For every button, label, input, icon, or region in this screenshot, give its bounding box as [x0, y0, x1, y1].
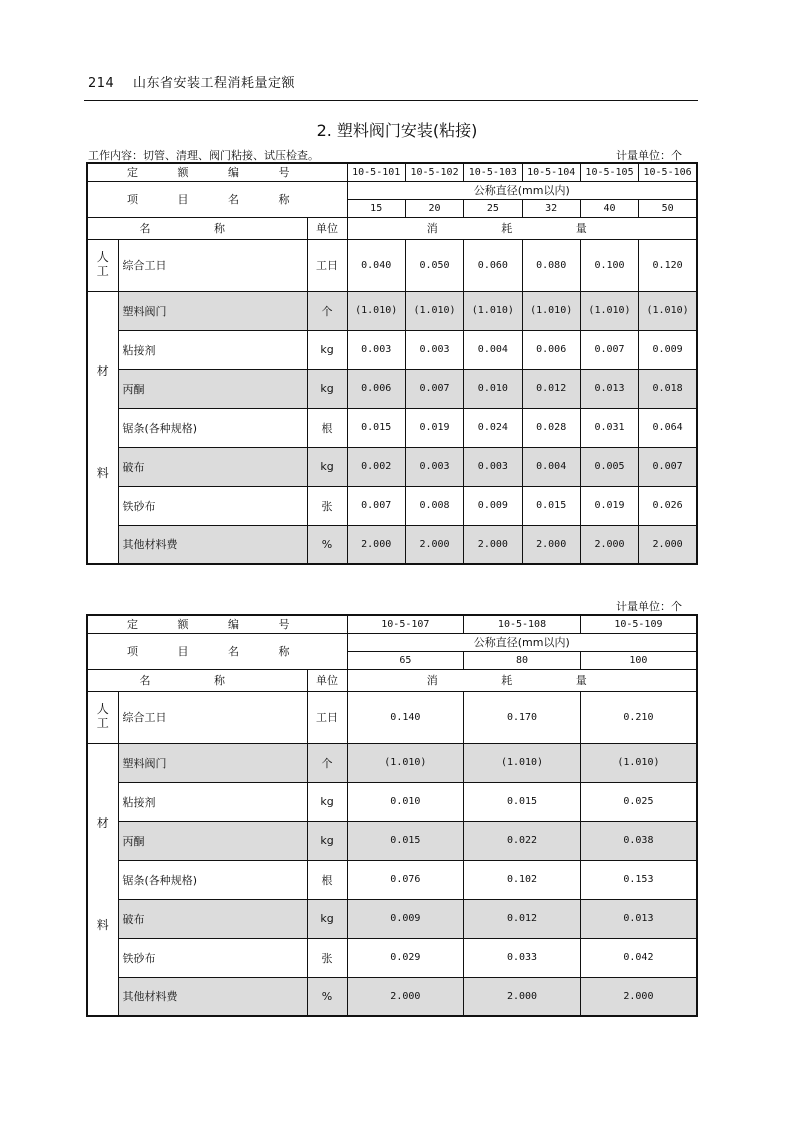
quota-code: 10-5-103	[464, 163, 522, 181]
consumption-value: (1.010)	[405, 291, 463, 330]
category-labor	[87, 691, 118, 743]
resource-name: 粘接剂	[118, 782, 307, 821]
consumption-value: 0.018	[639, 369, 697, 408]
consumption-value: 0.153	[580, 860, 697, 899]
consumption-value: 0.012	[464, 899, 581, 938]
category-labor-char-1: 人	[96, 702, 109, 717]
consumption-value: 0.060	[464, 239, 522, 291]
resource-name: 锯条(各种规格)	[118, 860, 307, 899]
consumption-value: 2.000	[347, 525, 405, 564]
consumption-value: 0.120	[639, 239, 697, 291]
material-row	[87, 486, 697, 525]
category-material	[87, 743, 118, 1016]
resource-unit: kg	[307, 447, 347, 486]
consumption-value: 2.000	[464, 525, 522, 564]
resource-unit: %	[307, 525, 347, 564]
resource-unit: kg	[307, 330, 347, 369]
material-row	[87, 291, 697, 330]
column-header-row	[87, 669, 697, 691]
consumption-value: 0.019	[405, 408, 463, 447]
name-header: 名 称	[87, 669, 307, 691]
consumption-header: 消 耗 量	[347, 669, 697, 691]
nominal-dia-title-row	[87, 181, 697, 199]
nominal-dia-label: 公称直径(mm以内)	[347, 181, 697, 199]
resource-unit: kg	[307, 821, 347, 860]
unit-note-1: 计量单位：个	[616, 149, 682, 162]
resource-unit: 张	[307, 938, 347, 977]
category-material-char-1: 材	[96, 364, 109, 379]
page-header	[88, 72, 295, 91]
consumption-value: 0.015	[522, 486, 580, 525]
category-material-char-1: 材	[96, 816, 109, 831]
consumption-value: 0.170	[464, 691, 581, 743]
category-labor-char-2: 工	[96, 264, 109, 278]
resource-name: 其他材料费	[118, 525, 307, 564]
consumption-value: 0.003	[405, 447, 463, 486]
category-material	[87, 291, 118, 564]
consumption-value: 0.031	[580, 408, 638, 447]
labor-row	[87, 239, 697, 291]
resource-name: 铁砂布	[118, 938, 307, 977]
consumption-value: 0.050	[405, 239, 463, 291]
consumption-value: 0.009	[464, 486, 522, 525]
quota-table-2	[86, 614, 698, 1017]
resource-name: 塑料阀门	[118, 291, 307, 330]
diameter-value: 40	[580, 199, 638, 217]
material-row	[87, 447, 697, 486]
resource-name: 粘接剂	[118, 330, 307, 369]
consumption-value: 0.080	[522, 239, 580, 291]
consumption-value: 0.040	[347, 239, 405, 291]
category-labor	[87, 239, 118, 291]
consumption-value: 0.009	[347, 899, 464, 938]
section-title: 2. 塑料阀门安装(粘接)	[316, 121, 478, 140]
consumption-value: 0.015	[347, 408, 405, 447]
material-row	[87, 782, 697, 821]
consumption-value: 0.006	[522, 330, 580, 369]
quota-code: 10-5-108	[464, 615, 581, 633]
labor-row	[87, 691, 697, 743]
consumption-value: 0.022	[464, 821, 581, 860]
quota-code-row	[87, 615, 697, 633]
resource-name: 其他材料费	[118, 977, 307, 1016]
quota-code-row	[87, 163, 697, 181]
consumption-value: 0.033	[464, 938, 581, 977]
resource-name: 塑料阀门	[118, 743, 307, 782]
resource-name: 丙酮	[118, 821, 307, 860]
category-material-char-2: 料	[96, 466, 109, 481]
consumption-value: (1.010)	[639, 291, 697, 330]
consumption-value: 0.005	[580, 447, 638, 486]
quota-no-label: 定 额 编 号	[87, 163, 347, 181]
consumption-value: 0.140	[347, 691, 464, 743]
item-name-label: 项 目 名 称	[87, 181, 347, 217]
quota-code: 10-5-105	[580, 163, 638, 181]
material-row	[87, 821, 697, 860]
resource-unit: 个	[307, 291, 347, 330]
consumption-value: 0.025	[580, 782, 697, 821]
consumption-value: 2.000	[405, 525, 463, 564]
consumption-value: 2.000	[522, 525, 580, 564]
consumption-value: 0.010	[464, 369, 522, 408]
consumption-value: 0.076	[347, 860, 464, 899]
consumption-value: 0.012	[522, 369, 580, 408]
consumption-value: 0.028	[522, 408, 580, 447]
resource-unit: kg	[307, 899, 347, 938]
consumption-value: 2.000	[639, 525, 697, 564]
quota-code: 10-5-102	[405, 163, 463, 181]
consumption-value: (1.010)	[522, 291, 580, 330]
resource-unit: 根	[307, 408, 347, 447]
category-labor-char-1: 人	[96, 250, 109, 265]
category-material-char-2: 料	[96, 918, 109, 933]
resource-name: 铁砂布	[118, 486, 307, 525]
consumption-value: (1.010)	[347, 291, 405, 330]
consumption-value: (1.010)	[347, 743, 464, 782]
quota-code: 10-5-104	[522, 163, 580, 181]
nominal-dia-title-row	[87, 633, 697, 651]
material-row	[87, 977, 697, 1016]
diameter-value: 80	[464, 651, 581, 669]
consumption-value: 0.024	[464, 408, 522, 447]
resource-name: 综合工日	[118, 691, 307, 743]
consumption-value: 2.000	[580, 525, 638, 564]
consumption-header: 消 耗 量	[347, 217, 697, 239]
consumption-value: 0.008	[405, 486, 463, 525]
consumption-value: 0.004	[464, 330, 522, 369]
resource-unit: 工日	[307, 239, 347, 291]
material-row	[87, 525, 697, 564]
resource-unit: 工日	[307, 691, 347, 743]
consumption-value: 0.007	[405, 369, 463, 408]
quota-no-label: 定 额 编 号	[87, 615, 347, 633]
consumption-value: (1.010)	[464, 291, 522, 330]
consumption-value: 0.102	[464, 860, 581, 899]
resource-unit: 张	[307, 486, 347, 525]
quota-code: 10-5-107	[347, 615, 464, 633]
consumption-value: 0.009	[639, 330, 697, 369]
consumption-value: 0.015	[347, 821, 464, 860]
book-title: 山东省安装工程消耗量定额	[132, 76, 295, 91]
quota-table-1	[86, 162, 698, 565]
diameter-value: 100	[580, 651, 697, 669]
consumption-value: 2.000	[464, 977, 581, 1016]
consumption-value: 0.013	[580, 899, 697, 938]
consumption-value: 0.026	[639, 486, 697, 525]
material-row	[87, 860, 697, 899]
diameter-value: 25	[464, 199, 522, 217]
consumption-value: 0.100	[580, 239, 638, 291]
page-number: 214	[88, 76, 115, 91]
diameter-value: 65	[347, 651, 464, 669]
category-labor-char-2: 工	[96, 716, 109, 730]
consumption-value: 0.038	[580, 821, 697, 860]
consumption-value: (1.010)	[580, 291, 638, 330]
consumption-value: 0.003	[464, 447, 522, 486]
consumption-value: 0.064	[639, 408, 697, 447]
material-row	[87, 369, 697, 408]
consumption-value: (1.010)	[580, 743, 697, 782]
consumption-value: (1.010)	[464, 743, 581, 782]
consumption-value: 0.003	[405, 330, 463, 369]
consumption-value: 0.010	[347, 782, 464, 821]
resource-unit: kg	[307, 369, 347, 408]
material-row	[87, 743, 697, 782]
consumption-value: 0.015	[464, 782, 581, 821]
resource-unit: %	[307, 977, 347, 1016]
consumption-value: 0.006	[347, 369, 405, 408]
consumption-value: 0.013	[580, 369, 638, 408]
unit-note-2: 计量单位：个	[616, 600, 682, 613]
consumption-value: 0.007	[639, 447, 697, 486]
resource-unit: kg	[307, 782, 347, 821]
consumption-value: 0.004	[522, 447, 580, 486]
quota-code: 10-5-106	[639, 163, 697, 181]
diameter-value: 20	[405, 199, 463, 217]
column-header-row	[87, 217, 697, 239]
diameter-value: 15	[347, 199, 405, 217]
consumption-value: 0.007	[347, 486, 405, 525]
resource-name: 丙酮	[118, 369, 307, 408]
resource-name: 破布	[118, 899, 307, 938]
resource-name: 锯条(各种规格)	[118, 408, 307, 447]
item-name-label: 项 目 名 称	[87, 633, 347, 669]
consumption-value: 0.007	[580, 330, 638, 369]
consumption-value: 0.210	[580, 691, 697, 743]
quota-code: 10-5-101	[347, 163, 405, 181]
resource-unit: 根	[307, 860, 347, 899]
resource-name: 破布	[118, 447, 307, 486]
consumption-value: 0.003	[347, 330, 405, 369]
consumption-value: 0.029	[347, 938, 464, 977]
material-row	[87, 938, 697, 977]
quota-code: 10-5-109	[580, 615, 697, 633]
consumption-value: 0.019	[580, 486, 638, 525]
nominal-dia-label: 公称直径(mm以内)	[347, 633, 697, 651]
header-rule	[84, 100, 698, 101]
material-row	[87, 330, 697, 369]
resource-name: 综合工日	[118, 239, 307, 291]
consumption-value: 0.002	[347, 447, 405, 486]
unit-header: 单位	[307, 669, 347, 691]
consumption-value: 2.000	[347, 977, 464, 1016]
unit-header: 单位	[307, 217, 347, 239]
name-header: 名 称	[87, 217, 307, 239]
material-row	[87, 408, 697, 447]
material-row	[87, 899, 697, 938]
diameter-value: 50	[639, 199, 697, 217]
diameter-value: 32	[522, 199, 580, 217]
work-content: 工作内容：切管、清理、阀门粘接、试压检查。	[88, 149, 319, 162]
consumption-value: 0.042	[580, 938, 697, 977]
consumption-value: 2.000	[580, 977, 697, 1016]
resource-unit: 个	[307, 743, 347, 782]
